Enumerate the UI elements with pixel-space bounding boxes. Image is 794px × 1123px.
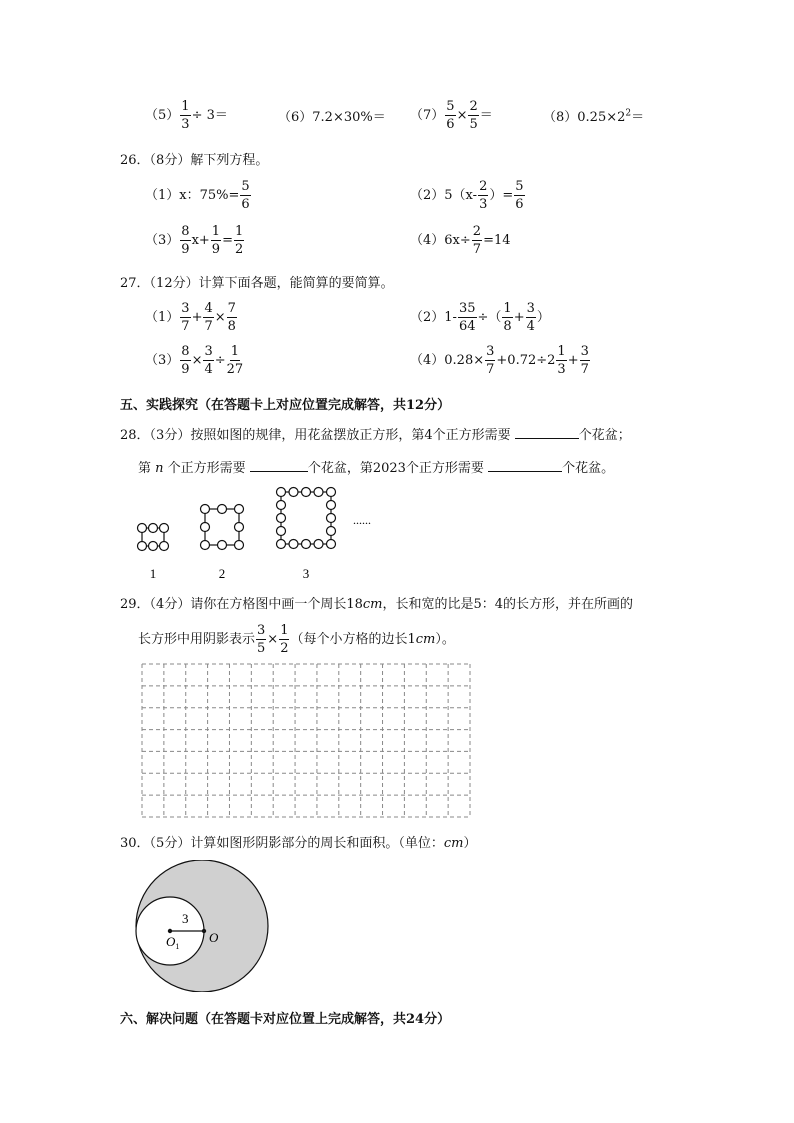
answer-blank-1[interactable] xyxy=(515,438,579,439)
answer-blank-3[interactable] xyxy=(488,471,562,472)
answer-blank-2[interactable] xyxy=(250,471,308,472)
circles-figure xyxy=(132,860,274,992)
q28-line1: 28．（3分）按照如图的规律，用花盆摆放正方形，第4个正方形需要 个花盆； xyxy=(120,428,631,443)
section-6-heading: 六、解决问题（在答题卡对应位置上完成解答，共24分） xyxy=(120,1012,451,1027)
section-5-heading: 五、实践探究（在答题卡上对应位置完成解答，共12分） xyxy=(120,398,451,413)
figure-label-1: 1 xyxy=(149,566,157,581)
flowerpot-pattern-figure xyxy=(125,480,395,585)
q26-title: 26．（8分）解下列方程。 xyxy=(120,153,269,168)
q27-part3: （3） $\frac{8}{9}$ × $\frac{3}{4}$ ÷ $\frac{1}{27}$ xyxy=(145,344,244,377)
q26-part4: （4）6x÷ $\frac{2}{7}$ =14 xyxy=(410,224,511,257)
q26-part1: （1）x：75%= $\frac{5}{6}$ xyxy=(145,179,250,212)
q26-part3: （3） $\frac{8}{9}$ x+ $\frac{1}{9}$ = $\frac{1}{2}$ xyxy=(145,224,244,257)
q25-part5: （5） $\frac{1}{3}$ ÷ 3＝ xyxy=(145,99,228,132)
center-o-label: O xyxy=(209,930,219,945)
q27-part2: （2）1- $\frac{35}{64}$ ÷（ $\frac{1}{8}$ + $\frac{3}{4}$ ） xyxy=(410,301,550,334)
continuation-dots: ...... xyxy=(353,513,371,527)
q27-part4: （4）0.28× $\frac{3}{7}$ +0.72÷2 $\frac{1}{3}$ + $\frac{3}{7}$ xyxy=(410,344,589,377)
drawing-grid[interactable] xyxy=(141,663,471,818)
figure-label-2: 2 xyxy=(218,566,226,581)
q25-part7: （7） $\frac{5}{6}$ × $\frac{2}{5}$ ＝ xyxy=(410,99,493,132)
radius-label: 3 xyxy=(182,911,189,926)
q26-part2: （2）5（x- $\frac{2}{3}$ ）= $\frac{5}{6}$ xyxy=(410,179,524,212)
q27-part1: （1） $\frac{3}{7}$ + $\frac{4}{7}$ × $\frac{7}{8}$ xyxy=(145,301,236,334)
q29-line1: 29．（4分）请你在方格图中画一个周长18cm，长和宽的比是5：4的长方形，并在所画的 xyxy=(120,597,634,612)
q30-title: 30．（5分）计算如图形阴影部分的周长和面积。（单位：cm） xyxy=(120,836,477,851)
figure-label-3: 3 xyxy=(302,566,310,581)
q28-line2: 第 n 个正方形需要 个花盆，第2023个正方形需要 个花盆。 xyxy=(138,461,615,476)
q25-part6: （6）7.2×30%＝ xyxy=(278,110,386,125)
center-o1-label: $O_1$ xyxy=(166,934,180,951)
q27-title: 27．（12分）计算下面各题，能简算的要简算。 xyxy=(120,276,394,291)
q25-part8: $(8)0.25\times 2^2=$ xyxy=(543,108,645,125)
q29-line2: 长方形中用阴影表示 $\frac{3}{5}$ × $\frac{1}{2}$ （每个小方格的边长1cm）。 xyxy=(138,623,455,656)
